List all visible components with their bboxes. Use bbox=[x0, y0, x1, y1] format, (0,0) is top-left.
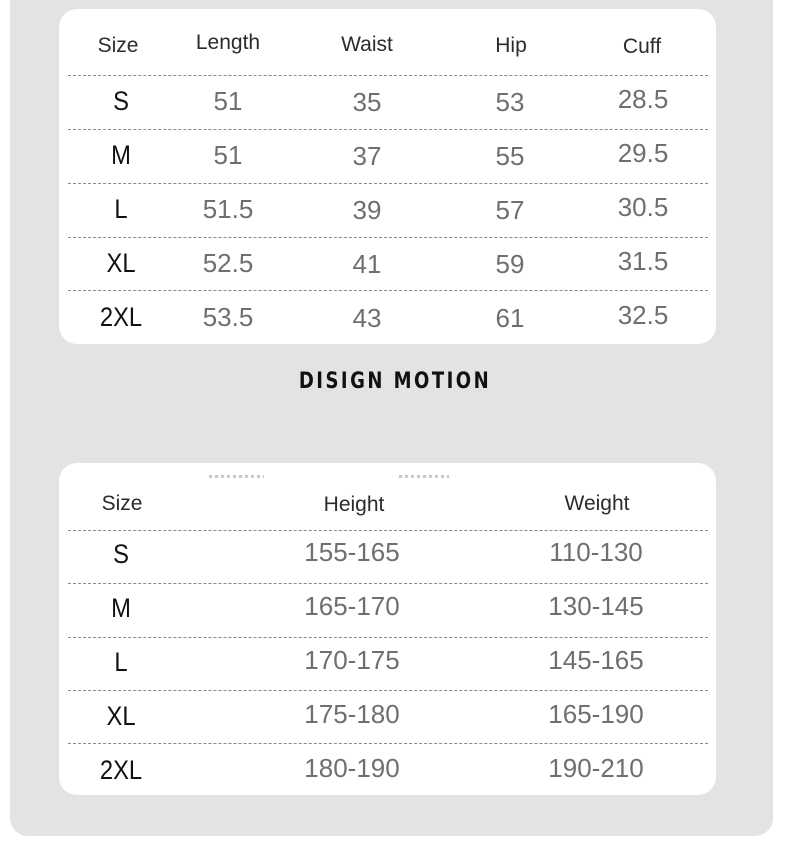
length-cell: 51 bbox=[213, 86, 243, 116]
length-cell: 51 bbox=[213, 140, 243, 170]
length-cell: 52.5 bbox=[202, 248, 254, 278]
header-height: Height bbox=[323, 493, 385, 516]
table-header-row bbox=[59, 32, 716, 62]
divider bbox=[68, 743, 708, 744]
table-row bbox=[59, 246, 716, 280]
divider bbox=[68, 237, 708, 238]
length-cell: 51.5 bbox=[202, 194, 254, 224]
table-header-row bbox=[59, 493, 716, 523]
hip-cell: 59 bbox=[495, 249, 525, 279]
faint-artifact bbox=[209, 475, 264, 478]
table-row bbox=[59, 537, 716, 571]
divider bbox=[68, 129, 708, 130]
table-row bbox=[59, 753, 716, 787]
garment-size-table bbox=[59, 9, 716, 344]
divider bbox=[68, 530, 708, 531]
divider bbox=[68, 637, 708, 638]
waist-cell: 43 bbox=[352, 303, 382, 333]
table-row bbox=[59, 645, 716, 679]
size-cell: M bbox=[111, 593, 131, 623]
header-size: Size bbox=[97, 34, 139, 57]
weight-cell: 145-165 bbox=[548, 645, 644, 675]
divider bbox=[68, 583, 708, 584]
divider bbox=[68, 75, 708, 76]
size-cell: XL bbox=[106, 248, 136, 278]
height-cell: 165-170 bbox=[304, 591, 400, 621]
hip-cell: 57 bbox=[495, 195, 525, 225]
cuff-cell: 28.5 bbox=[617, 84, 669, 114]
faint-artifact bbox=[399, 475, 449, 478]
waist-cell: 37 bbox=[352, 141, 382, 171]
table-row bbox=[59, 192, 716, 226]
size-cell: 2XL bbox=[99, 302, 143, 332]
cuff-cell: 30.5 bbox=[617, 192, 669, 222]
waist-cell: 41 bbox=[352, 249, 382, 279]
size-cell: L bbox=[114, 194, 128, 224]
weight-cell: 190-210 bbox=[548, 753, 644, 783]
size-cell: S bbox=[113, 539, 129, 569]
hip-cell: 61 bbox=[495, 303, 525, 333]
weight-cell: 165-190 bbox=[548, 699, 644, 729]
table-row bbox=[59, 591, 716, 625]
cuff-cell: 32.5 bbox=[617, 300, 669, 330]
weight-cell: 130-145 bbox=[548, 591, 644, 621]
table-row bbox=[59, 699, 716, 733]
divider bbox=[68, 690, 708, 691]
height-cell: 180-190 bbox=[304, 753, 400, 783]
length-cell: 53.5 bbox=[202, 302, 254, 332]
size-cell: 2XL bbox=[99, 755, 143, 785]
header-hip: Hip bbox=[495, 34, 527, 57]
hip-cell: 55 bbox=[495, 141, 525, 171]
size-cell: L bbox=[114, 647, 128, 677]
size-cell: XL bbox=[106, 701, 136, 731]
header-weight: Weight bbox=[564, 492, 630, 515]
divider bbox=[68, 290, 708, 291]
table-row bbox=[59, 84, 716, 118]
brand-title: DISIGN MOTION bbox=[298, 369, 492, 394]
waist-cell: 39 bbox=[352, 195, 382, 225]
header-size: Size bbox=[101, 492, 143, 515]
fit-size-table bbox=[59, 463, 716, 795]
cuff-cell: 29.5 bbox=[617, 138, 669, 168]
weight-cell: 110-130 bbox=[549, 537, 643, 567]
height-cell: 170-175 bbox=[304, 645, 400, 675]
header-cuff: Cuff bbox=[622, 35, 662, 58]
height-cell: 175-180 bbox=[304, 699, 400, 729]
size-cell: S bbox=[113, 86, 129, 116]
header-length: Length bbox=[195, 31, 261, 54]
table-row bbox=[59, 138, 716, 172]
height-cell: 155-165 bbox=[304, 537, 400, 567]
table-row bbox=[59, 300, 716, 334]
hip-cell: 53 bbox=[495, 87, 525, 117]
cuff-cell: 31.5 bbox=[617, 246, 669, 276]
header-waist: Waist bbox=[341, 33, 393, 56]
size-cell: M bbox=[111, 140, 131, 170]
divider bbox=[68, 183, 708, 184]
waist-cell: 35 bbox=[352, 87, 382, 117]
